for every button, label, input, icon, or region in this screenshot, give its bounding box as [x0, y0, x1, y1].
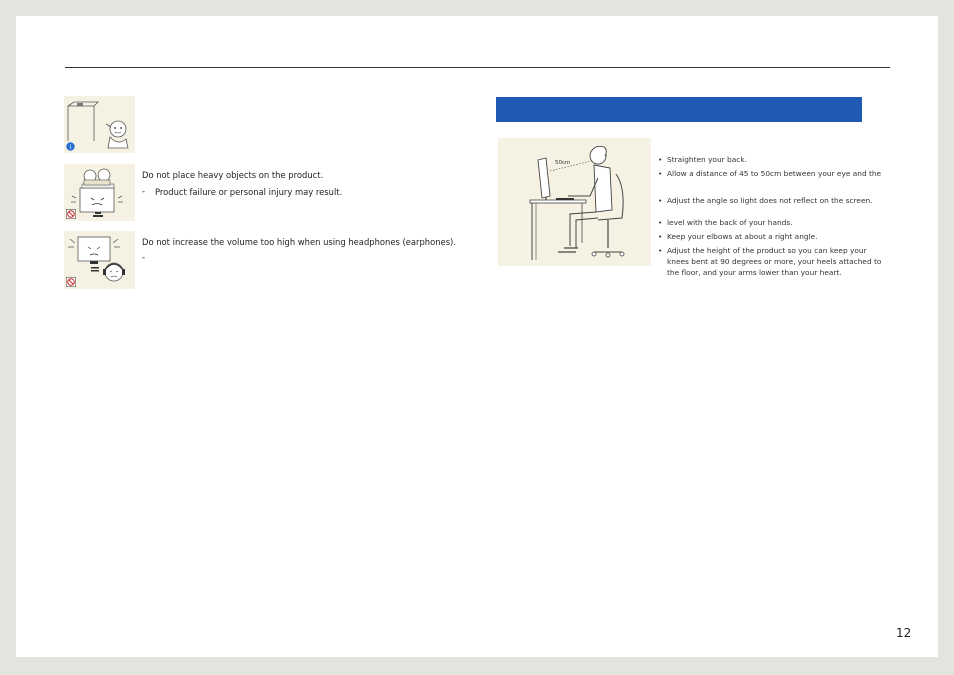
distance-label: 50cm: [555, 160, 571, 166]
note-marker-2: -: [142, 186, 146, 196]
section-heading-bar: [496, 97, 862, 122]
posture-item: • Allow a distance of 45 to 50cm between your eye and the: [658, 168, 890, 179]
posture-item-continuation: • level with the back of your hands.: [667, 218, 793, 227]
svg-text:i: i: [69, 144, 72, 151]
prohibited-icon: [66, 277, 75, 286]
posture-item: • Keep your elbows at about a right angle.: [658, 231, 890, 242]
note-marker-3: -: [142, 252, 146, 262]
caution-title-2: Do not place heavy objects on the product.: [142, 170, 324, 180]
page-number: 12: [896, 626, 912, 640]
correct-posture-illustration: [498, 138, 651, 266]
caution-note-2: Product failure or personal injury may result.: [155, 187, 343, 197]
caution-title-3: Do not increase the volume too high when using headphones (earphones).: [142, 237, 456, 247]
posture-item: [658, 217, 890, 228]
posture-item: • Adjust the angle so light does not reflect on the screen.: [658, 195, 890, 206]
manual-page: [16, 16, 938, 657]
prohibited-icon: [66, 209, 75, 218]
posture-item: • Straighten your back.: [658, 154, 890, 165]
child-caution-illustration: [64, 96, 135, 153]
posture-item: • Adjust the height of the product so you can keep your knees bent at 90 degrees or more, your heels attached to the floor, and your arms lower than your heart.: [658, 245, 890, 278]
posture-list: [658, 154, 890, 281]
header-rule: [65, 67, 890, 68]
heavy-objects-illustration: [64, 164, 135, 221]
headphones-illustration: [64, 231, 135, 289]
info-icon: [66, 142, 75, 151]
